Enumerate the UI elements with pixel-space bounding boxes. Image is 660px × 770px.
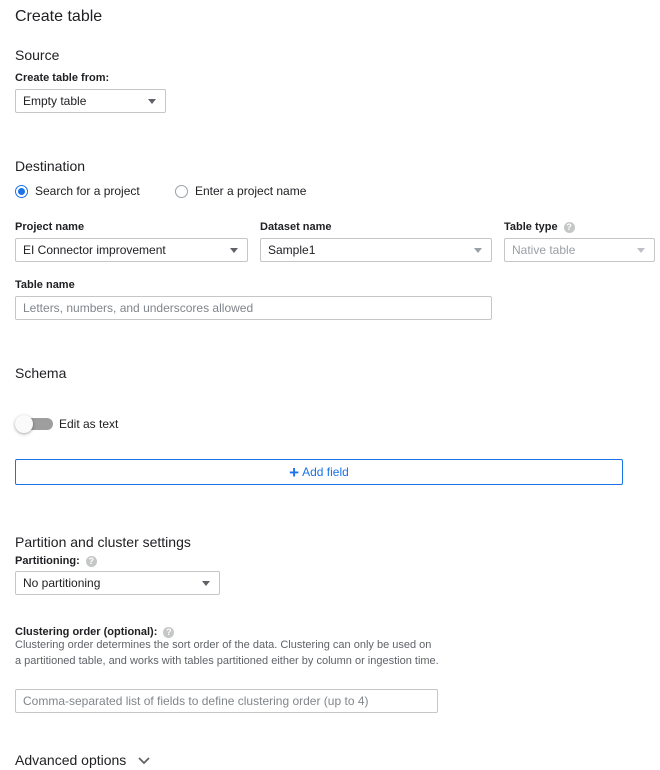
dataset-name-value: Sample1 [268,243,316,257]
table-type-select [504,238,655,262]
toggle-thumb [15,415,33,433]
help-icon[interactable]: ? [564,222,575,233]
create-from-select[interactable] [15,89,166,113]
edit-as-text-toggle[interactable] [15,415,55,435]
chevron-down-icon [138,757,150,765]
chevron-down-icon [148,99,156,104]
radio-unchecked-icon[interactable] [175,185,188,198]
create-from-label: Create table from: [15,72,110,84]
table-name-label: Table name [15,279,75,291]
table-type-value: Native table [512,243,576,257]
table-type-label: Table type [504,221,558,233]
chevron-down-icon [230,248,238,253]
radio-checked-icon[interactable] [15,185,28,198]
dataset-name-select[interactable] [260,238,492,262]
partitioning-value: No partitioning [23,576,101,590]
radio-enter-project[interactable] [175,184,306,198]
project-name-label: Project name [15,221,85,233]
clustering-order-input[interactable] [15,689,438,713]
dataset-name-label: Dataset name [260,221,332,233]
help-icon[interactable]: ? [86,556,97,567]
chevron-down-icon [202,581,210,586]
add-field-button[interactable] [15,459,623,485]
destination-heading: Destination [15,158,86,174]
source-heading: Source [15,47,60,63]
advanced-options-toggle[interactable] [15,752,150,768]
chevron-down-icon [474,248,482,253]
advanced-options-label: Advanced options [15,752,127,768]
partitioning-label: Partitioning: [15,555,80,567]
edit-as-text-label: Edit as text [59,417,119,431]
table-type-label-row [504,221,575,233]
project-name-select[interactable] [15,238,248,262]
radio-search-project[interactable] [15,184,140,198]
help-icon[interactable]: ? [163,627,174,638]
create-from-value: Empty table [23,94,87,108]
partitioning-select[interactable] [15,571,220,595]
plus-icon: + [289,462,300,482]
clustering-description: Clustering order determines the sort order of the data. Clustering can only be used on a partitioned table, and works with tables partitioned either by column or ingestion time. [15,639,439,667]
partitioning-label-row [15,555,97,567]
page-title: Create table [15,8,103,25]
add-field-label: Add field [302,465,349,479]
partition-heading: Partition and cluster settings [15,534,191,550]
table-name-input[interactable] [15,296,492,320]
radio-enter-label: Enter a project name [195,184,307,198]
chevron-down-icon [637,248,645,253]
project-name-value: EI Connector improvement [23,243,166,257]
clustering-label: Clustering order (optional): [15,626,158,638]
radio-search-label: Search for a project [35,184,140,198]
schema-heading: Schema [15,365,67,381]
